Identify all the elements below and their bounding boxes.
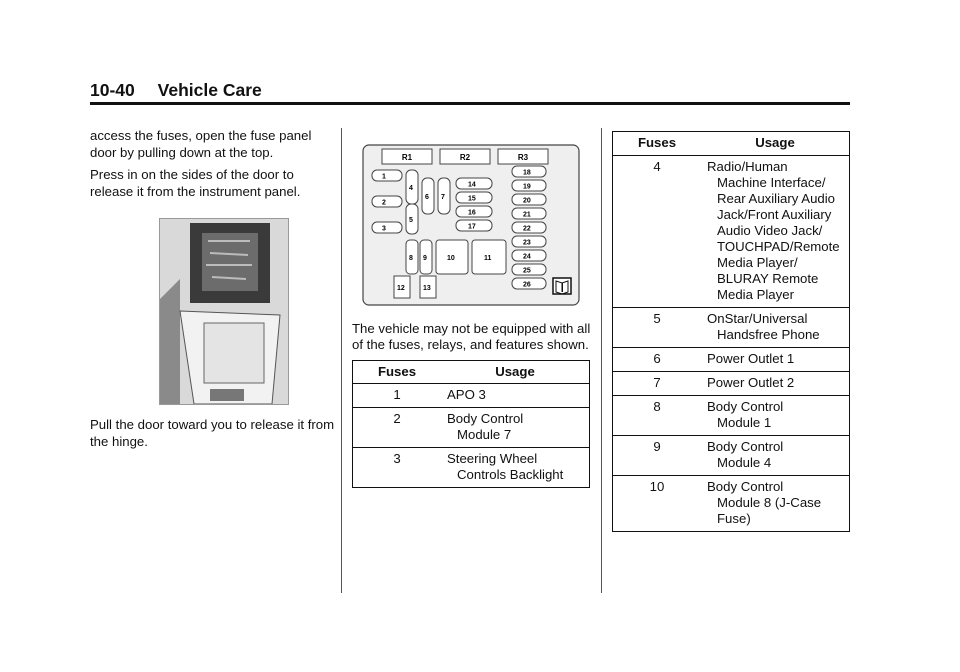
fuse-label: 7 <box>441 194 445 201</box>
usage-text: APO 3 <box>447 387 486 402</box>
usage-text: Radio/Human <box>707 158 788 174</box>
column-header-usage: Usage <box>441 360 590 384</box>
fuse-label: 10 <box>447 255 455 262</box>
table-row <box>353 448 590 488</box>
fuse-number: 9 <box>613 435 702 475</box>
table-row <box>353 384 590 408</box>
fuse-usage <box>701 347 850 371</box>
relay-label: R2 <box>459 153 471 162</box>
fuse-label: 21 <box>523 211 531 219</box>
usage-text: Steering Wheel <box>447 451 538 466</box>
table-row <box>613 395 850 435</box>
fuse-number: 5 <box>613 307 702 347</box>
usage-text: Body Control <box>707 398 784 414</box>
fuse-usage <box>701 307 850 347</box>
column-divider-1 <box>341 128 342 593</box>
relay-label: R1 <box>401 153 413 162</box>
header-rule <box>90 102 850 105</box>
column-header-usage: Usage <box>701 132 850 156</box>
fuse-usage <box>441 448 590 488</box>
fuse-label: 20 <box>523 197 531 205</box>
fuse-number: 3 <box>353 448 442 488</box>
column-1 <box>90 128 335 456</box>
paragraph-press-sides: Press in on the sides of the door to release it from the instrument panel. <box>90 167 301 199</box>
fuse-usage <box>441 384 590 408</box>
usage-text: OnStar/Universal <box>707 310 808 326</box>
fuse-number: 4 <box>613 155 702 307</box>
fuse-usage <box>701 395 850 435</box>
usage-text: Body Control <box>707 478 784 494</box>
fuse-label: 12 <box>397 285 405 292</box>
usage-text: Body Control <box>447 411 524 426</box>
fuse-number: 1 <box>353 384 442 408</box>
table-row <box>613 435 850 475</box>
page-number: 10-40 <box>90 80 135 100</box>
fuse-usage <box>441 408 590 448</box>
fuse-label: 22 <box>523 225 531 233</box>
fuse-label: 13 <box>423 285 431 292</box>
section-title: Vehicle Care <box>157 80 262 100</box>
usage-text-continued: Module 4 <box>717 454 772 470</box>
table-row <box>613 307 850 347</box>
fuse-label: 8 <box>409 255 413 262</box>
usage-text-continued: Handsfree Phone <box>717 326 820 342</box>
page-header <box>90 80 262 101</box>
fuse-panel-door-photo <box>159 218 289 405</box>
usage-text-continued: Module 7 <box>457 427 512 442</box>
fuse-label: 25 <box>523 267 531 275</box>
fuse-label: 17 <box>468 223 476 231</box>
fuse-label: 18 <box>523 169 531 177</box>
column-3 <box>612 131 852 532</box>
relay-label: R3 <box>517 153 529 162</box>
paragraph-pull-door: Pull the door toward you to release it from the hinge. <box>90 417 335 449</box>
fuse-label: 23 <box>523 239 531 247</box>
fuse-usage-table-2 <box>612 131 850 532</box>
fuse-label: 2 <box>382 199 386 207</box>
fuse-label: 6 <box>425 194 429 201</box>
fuse-block-diagram <box>362 144 580 306</box>
column-header-fuses: Fuses <box>353 360 442 384</box>
usage-text-continued: Module 1 <box>717 414 772 430</box>
fuse-label: 24 <box>523 253 531 261</box>
manual-info-icon <box>553 278 571 294</box>
fuse-label: 26 <box>523 281 531 289</box>
fuse-usage <box>701 155 850 307</box>
fuse-usage <box>701 475 850 531</box>
table-row <box>613 371 850 395</box>
usage-text: Power Outlet 1 <box>707 350 795 366</box>
fuse-usage <box>701 435 850 475</box>
usage-text-continued: Controls Backlight <box>457 467 564 482</box>
note-equipment: The vehicle may not be equipped with all of the fuses, relays, and features shown. <box>352 320 591 352</box>
table-row <box>613 347 850 371</box>
fuse-label: 9 <box>423 255 427 262</box>
column-divider-2 <box>601 128 602 593</box>
fuse-number: 2 <box>353 408 442 448</box>
usage-text: Body Control <box>707 438 784 454</box>
fuse-usage-table-1 <box>352 360 590 489</box>
fuse-label: 5 <box>409 217 413 224</box>
fuse-label: 4 <box>409 185 413 192</box>
column-header-fuses: Fuses <box>613 132 702 156</box>
fuse-number: 7 <box>613 371 702 395</box>
paragraph-access-fuses: access the fuses, open the fuse panel door by pulling down at the top. <box>90 128 312 160</box>
table-row <box>353 408 590 448</box>
fuse-label: 15 <box>468 195 476 203</box>
fuse-usage <box>701 371 850 395</box>
usage-text-continued: Machine Interface/ Rear Auxiliary Audio Jack/Front Auxiliary Audio Video Jack/ TOUCHPAD/Remote Media Player/ BLURAY Remote Media Player <box>717 174 840 302</box>
table-row <box>613 155 850 307</box>
fuse-label: 19 <box>523 183 531 191</box>
table-row <box>613 475 850 531</box>
usage-text-continued: Module 8 (J-Case Fuse) <box>717 494 822 526</box>
fuse-number: 6 <box>613 347 702 371</box>
usage-text: Power Outlet 2 <box>707 374 795 390</box>
fuse-label: 14 <box>468 181 476 189</box>
fuse-label: 11 <box>484 255 492 262</box>
fuse-label: 1 <box>382 173 386 181</box>
fuse-number: 8 <box>613 395 702 435</box>
fuse-number: 10 <box>613 475 702 531</box>
column-2 <box>352 128 592 488</box>
fuse-label: 16 <box>468 209 476 217</box>
fuse-label: 3 <box>382 225 386 233</box>
